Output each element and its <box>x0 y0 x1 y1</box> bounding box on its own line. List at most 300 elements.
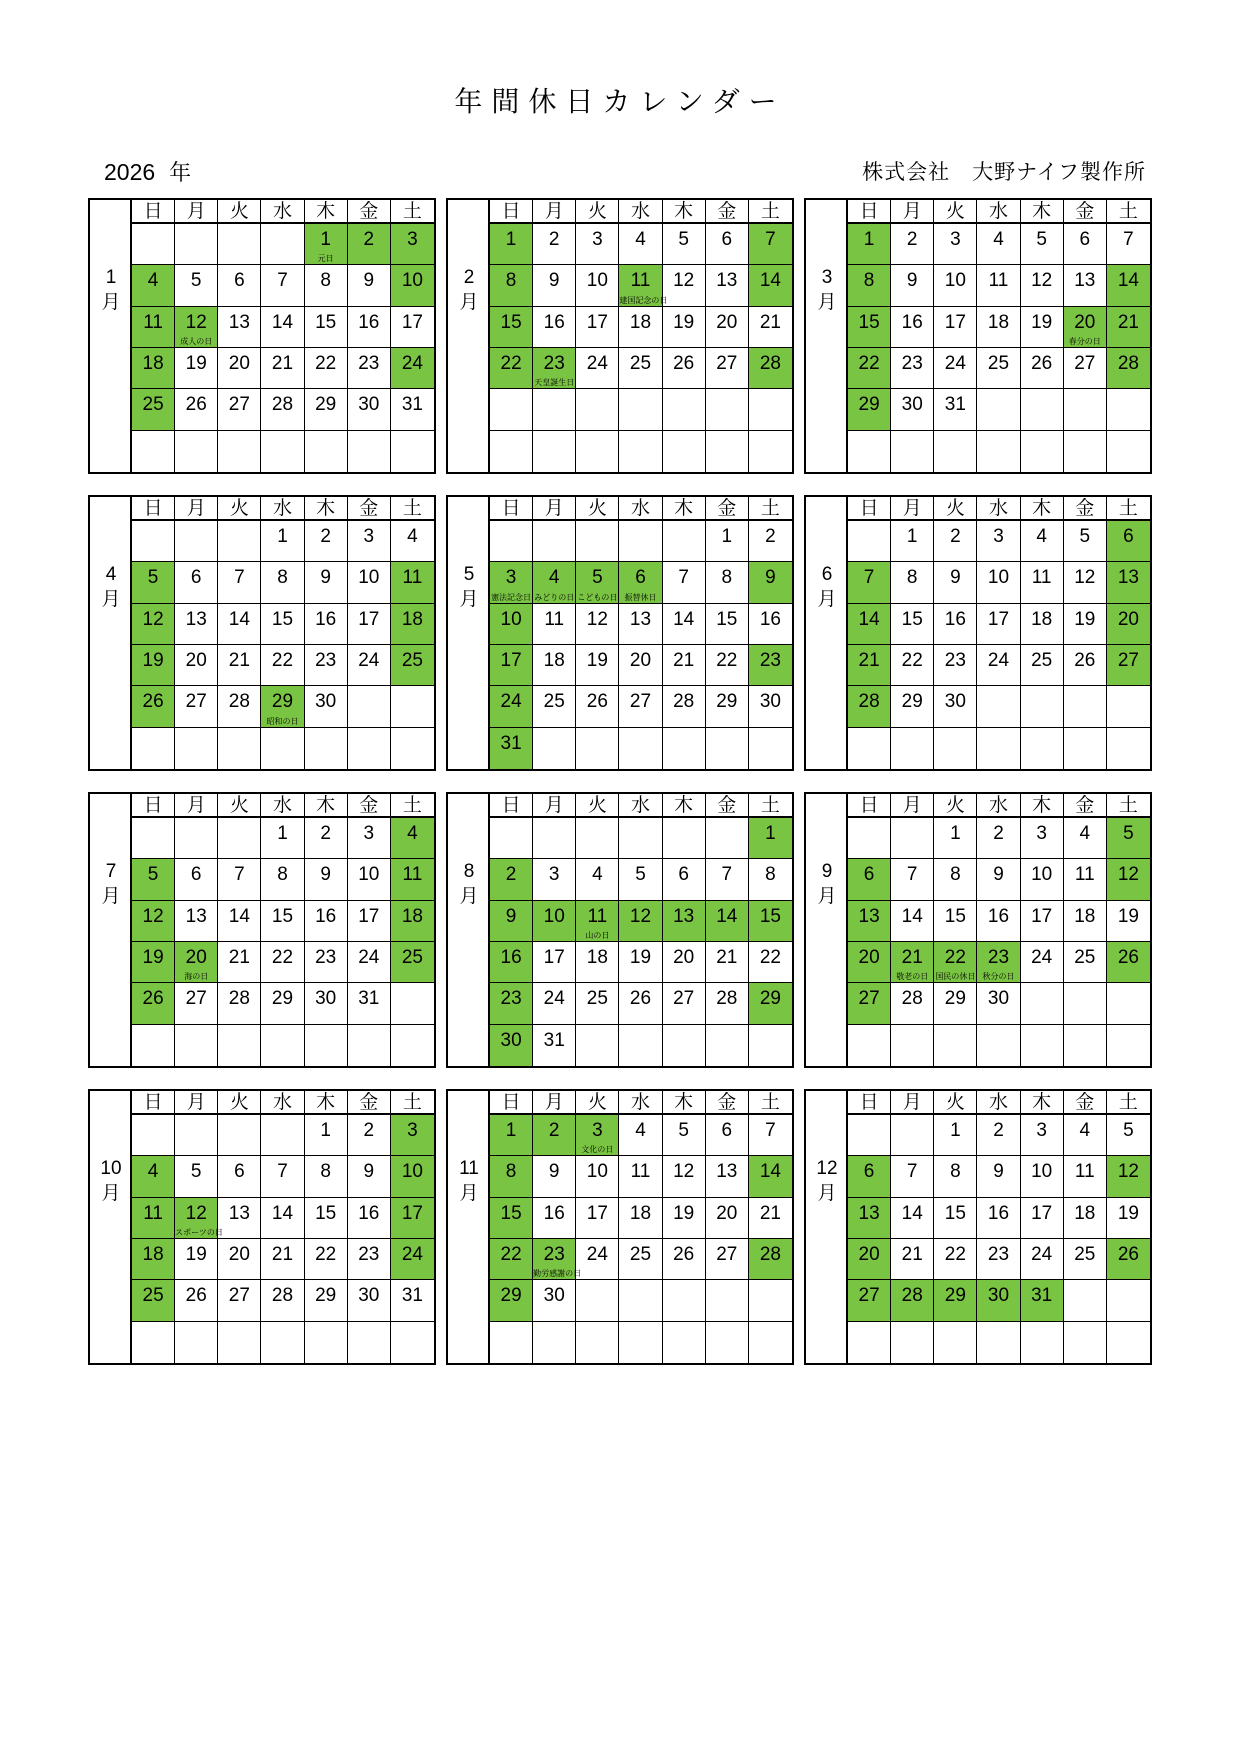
month-block-9 <box>804 792 1152 1068</box>
day-number: 8 <box>320 270 331 292</box>
day-cell <box>619 348 662 389</box>
day-cell <box>391 1239 434 1280</box>
empty-cell <box>706 389 749 430</box>
day-cell <box>848 859 891 900</box>
day-cell <box>749 818 792 859</box>
day-cell <box>848 604 891 645</box>
month-suffix: 月 <box>101 1182 121 1204</box>
empty-cell <box>1021 728 1064 769</box>
day-cell <box>175 307 218 348</box>
empty-cell <box>576 818 619 859</box>
day-number: 19 <box>1074 608 1096 630</box>
day-number: 23 <box>315 946 337 968</box>
day-cell <box>132 307 175 348</box>
day-cell <box>348 645 391 686</box>
day-number: 6 <box>721 229 733 250</box>
month-label <box>448 200 490 472</box>
day-cell <box>175 983 218 1024</box>
day-cell <box>934 348 977 389</box>
day-cell <box>848 562 891 603</box>
day-cell <box>261 604 304 645</box>
day-cell <box>576 224 619 265</box>
day-number: 10 <box>358 567 380 589</box>
empty-cell <box>391 1322 434 1363</box>
day-cell <box>663 348 706 389</box>
day-number: 19 <box>1031 311 1053 333</box>
day-cell <box>490 562 533 603</box>
day-number: 6 <box>863 1161 875 1183</box>
day-cell <box>576 265 619 306</box>
day-number: 9 <box>363 270 375 292</box>
day-cell <box>132 265 175 306</box>
day-number: 1 <box>320 1120 331 1141</box>
day-number: 24 <box>401 352 423 374</box>
day-number: 29 <box>315 394 337 416</box>
day-cell <box>749 1156 792 1197</box>
day-number: 16 <box>358 1202 380 1224</box>
day-cell <box>533 859 576 900</box>
day-cell <box>391 645 434 686</box>
day-cell <box>663 901 706 942</box>
day-cell <box>891 901 934 942</box>
empty-cell <box>132 431 175 472</box>
day-number: 7 <box>277 1161 288 1183</box>
day-number: 2 <box>993 823 1004 844</box>
empty-cell <box>175 1322 218 1363</box>
day-cell <box>533 307 576 348</box>
day-number: 16 <box>901 311 923 333</box>
day-cell <box>576 1239 619 1280</box>
weekday-header: 金 <box>348 1091 391 1115</box>
empty-cell <box>663 1322 706 1363</box>
day-cell <box>305 686 348 727</box>
day-number: 28 <box>858 691 880 713</box>
day-cell <box>490 1198 533 1239</box>
day-number: 30 <box>944 691 966 713</box>
day-number: 1 <box>721 526 733 547</box>
day-number: 8 <box>765 864 776 886</box>
weekday-header: 月 <box>891 794 934 818</box>
day-cell <box>391 348 434 389</box>
day-cell <box>934 1280 977 1321</box>
month-day-grid <box>132 794 434 1066</box>
day-number: 23 <box>759 649 781 671</box>
day-cell <box>749 901 792 942</box>
empty-cell <box>261 1025 304 1066</box>
day-cell <box>663 562 706 603</box>
month-label-text <box>448 1157 490 1205</box>
month-number: 10 <box>100 1158 122 1179</box>
day-cell <box>706 645 749 686</box>
day-number: 25 <box>142 394 164 416</box>
day-cell <box>749 983 792 1024</box>
holiday-name: 文化の日 <box>581 1145 614 1155</box>
weekday-header: 金 <box>706 200 749 224</box>
weekday-header: 金 <box>348 200 391 224</box>
empty-cell <box>132 1115 175 1156</box>
weekday-header: 日 <box>132 1091 175 1115</box>
day-cell <box>977 562 1020 603</box>
day-cell <box>706 1239 749 1280</box>
day-cell <box>706 562 749 603</box>
day-number: 26 <box>142 988 164 1010</box>
day-cell <box>663 1115 706 1156</box>
day-cell <box>490 942 533 983</box>
day-number: 1 <box>950 823 961 844</box>
empty-cell <box>576 1280 619 1321</box>
day-cell <box>934 562 977 603</box>
day-cell <box>533 1025 576 1066</box>
weekday-header: 火 <box>576 200 619 224</box>
day-number: 21 <box>228 946 250 968</box>
day-cell <box>1021 1198 1064 1239</box>
day-cell <box>848 1280 891 1321</box>
day-number: 20 <box>185 946 207 968</box>
day-number: 17 <box>586 1202 608 1224</box>
day-number: 12 <box>142 905 164 927</box>
day-number: 3 <box>407 229 418 250</box>
month-label <box>448 794 490 1066</box>
empty-cell <box>619 389 662 430</box>
day-cell <box>1021 604 1064 645</box>
day-cell <box>749 645 792 686</box>
empty-cell <box>132 1025 175 1066</box>
day-cell <box>305 307 348 348</box>
day-number: 9 <box>950 567 961 589</box>
day-cell <box>977 265 1020 306</box>
month-label <box>806 497 848 769</box>
month-day-grid <box>490 497 792 769</box>
day-cell <box>749 1239 792 1280</box>
empty-cell <box>261 1115 304 1156</box>
day-cell <box>891 1280 934 1321</box>
day-cell <box>305 1156 348 1197</box>
day-cell <box>175 645 218 686</box>
empty-cell <box>175 1025 218 1066</box>
day-number: 3 <box>363 823 375 844</box>
weekday-header: 水 <box>261 794 304 818</box>
day-cell <box>749 348 792 389</box>
empty-cell <box>391 983 434 1024</box>
day-number: 11 <box>402 864 423 886</box>
day-cell <box>1021 1156 1064 1197</box>
weekday-header: 金 <box>1064 497 1107 521</box>
day-number: 15 <box>271 608 294 630</box>
weekday-header: 火 <box>576 497 619 521</box>
empty-cell <box>663 431 706 472</box>
day-number: 4 <box>548 567 560 589</box>
weekday-header: 火 <box>576 1091 619 1115</box>
day-number: 27 <box>673 988 695 1010</box>
day-number: 23 <box>901 352 923 374</box>
empty-cell <box>261 224 304 265</box>
empty-cell <box>663 1280 706 1321</box>
day-number: 14 <box>901 1202 923 1224</box>
day-cell <box>749 859 792 900</box>
day-number: 2 <box>320 823 331 844</box>
day-number: 10 <box>586 1161 608 1183</box>
day-number: 28 <box>228 988 250 1010</box>
day-number: 27 <box>858 1285 880 1307</box>
empty-cell <box>533 431 576 472</box>
day-cell <box>218 859 261 900</box>
empty-cell <box>348 1025 391 1066</box>
weekday-header: 木 <box>305 200 348 224</box>
day-cell <box>749 1198 792 1239</box>
empty-cell <box>663 521 706 562</box>
weekday-header: 木 <box>1021 1091 1064 1115</box>
day-cell <box>1107 604 1150 645</box>
day-number: 3 <box>592 1120 603 1141</box>
day-number: 30 <box>500 1029 522 1051</box>
day-number: 6 <box>190 567 202 589</box>
day-cell <box>261 901 304 942</box>
day-cell <box>490 686 533 727</box>
day-number: 17 <box>401 1202 423 1224</box>
month-suffix: 月 <box>459 588 479 610</box>
day-number: 27 <box>185 988 207 1010</box>
day-cell <box>619 859 662 900</box>
day-cell <box>848 1156 891 1197</box>
day-cell <box>218 1280 261 1321</box>
day-number: 29 <box>901 691 923 713</box>
day-cell <box>218 901 261 942</box>
day-cell <box>619 1115 662 1156</box>
day-number: 1 <box>505 229 517 250</box>
day-number: 10 <box>500 608 522 630</box>
day-number: 28 <box>271 1285 294 1307</box>
month-label-text <box>90 266 132 314</box>
day-number: 11 <box>630 1161 651 1183</box>
day-cell <box>261 1198 304 1239</box>
month-block-4 <box>88 495 436 771</box>
month-label-text <box>806 266 848 314</box>
month-suffix: 月 <box>817 588 837 610</box>
day-number: 13 <box>185 608 207 630</box>
day-cell <box>663 859 706 900</box>
day-number: 5 <box>592 567 603 589</box>
holiday-name: みどりの日 <box>534 592 575 602</box>
weekday-header: 水 <box>977 1091 1020 1115</box>
day-number: 16 <box>759 608 781 630</box>
day-cell <box>576 686 619 727</box>
day-cell <box>391 1198 434 1239</box>
day-number: 22 <box>716 649 738 671</box>
empty-cell <box>1021 686 1064 727</box>
weekday-header: 土 <box>1107 200 1150 224</box>
day-number: 26 <box>1031 352 1053 374</box>
day-number: 16 <box>358 311 380 333</box>
month-day-grid <box>132 200 434 472</box>
day-number: 18 <box>142 1243 164 1265</box>
day-cell <box>175 562 218 603</box>
day-number: 2 <box>363 229 375 250</box>
day-number: 30 <box>901 394 923 416</box>
empty-cell <box>706 1280 749 1321</box>
day-number: 26 <box>185 1285 207 1307</box>
day-number: 21 <box>228 649 250 671</box>
day-cell <box>977 604 1020 645</box>
empty-cell <box>533 521 576 562</box>
day-number: 2 <box>765 526 776 547</box>
empty-cell <box>891 1322 934 1363</box>
month-block-11 <box>446 1089 794 1365</box>
day-number: 17 <box>987 608 1010 630</box>
day-cell <box>934 604 977 645</box>
day-cell <box>619 942 662 983</box>
day-cell <box>706 265 749 306</box>
day-cell <box>305 859 348 900</box>
day-cell <box>1107 265 1150 306</box>
day-number: 23 <box>543 352 565 374</box>
day-cell <box>132 604 175 645</box>
day-number: 8 <box>721 567 733 589</box>
empty-cell <box>305 728 348 769</box>
day-cell <box>490 1280 533 1321</box>
holiday-name: 春分の日 <box>1068 336 1101 346</box>
day-number: 17 <box>944 311 966 333</box>
day-cell <box>1107 521 1150 562</box>
day-number: 1 <box>320 229 331 250</box>
day-cell <box>706 686 749 727</box>
empty-cell <box>490 431 533 472</box>
day-number: 21 <box>1117 311 1139 333</box>
day-cell <box>490 1156 533 1197</box>
day-cell <box>533 224 576 265</box>
empty-cell <box>749 1322 792 1363</box>
month-block-1 <box>88 198 436 474</box>
day-number: 24 <box>1031 1243 1053 1265</box>
holiday-name: 建国記念の日 <box>619 295 668 305</box>
weekday-header: 火 <box>218 1091 261 1115</box>
day-number: 13 <box>1074 270 1096 292</box>
day-number: 27 <box>228 394 250 416</box>
day-number: 20 <box>228 1243 250 1265</box>
day-cell <box>175 389 218 430</box>
day-number: 14 <box>228 905 250 927</box>
day-number: 26 <box>629 988 652 1010</box>
empty-cell <box>977 389 1020 430</box>
day-cell <box>132 1198 175 1239</box>
day-number: 8 <box>505 1161 517 1183</box>
day-cell <box>891 604 934 645</box>
day-cell <box>533 645 576 686</box>
day-number: 2 <box>363 1120 375 1141</box>
weekday-header: 水 <box>261 200 304 224</box>
day-number: 24 <box>944 352 966 374</box>
holiday-name: 元日 <box>317 254 334 264</box>
day-number: 10 <box>944 270 966 292</box>
day-number: 4 <box>407 526 418 547</box>
day-number: 18 <box>401 905 423 927</box>
day-number: 23 <box>987 946 1010 968</box>
weekday-header: 月 <box>891 200 934 224</box>
day-number: 6 <box>721 1120 733 1141</box>
day-cell <box>261 1156 304 1197</box>
day-number: 27 <box>629 691 652 713</box>
day-number: 9 <box>320 567 331 589</box>
day-cell <box>663 942 706 983</box>
day-number: 28 <box>901 988 923 1010</box>
month-day-grid <box>848 1091 1150 1363</box>
day-number: 25 <box>586 988 608 1010</box>
day-cell <box>175 942 218 983</box>
day-number: 12 <box>586 608 608 630</box>
day-cell <box>348 265 391 306</box>
day-number: 21 <box>271 1243 294 1265</box>
day-cell <box>848 265 891 306</box>
day-cell <box>977 901 1020 942</box>
empty-cell <box>533 1322 576 1363</box>
day-number: 15 <box>944 905 966 927</box>
weekday-header: 火 <box>934 794 977 818</box>
day-number: 12 <box>1031 270 1053 292</box>
day-number: 3 <box>950 229 961 250</box>
empty-cell <box>391 686 434 727</box>
day-cell <box>891 265 934 306</box>
day-number: 27 <box>716 1243 738 1265</box>
day-number: 13 <box>858 1202 880 1224</box>
day-number: 23 <box>358 1243 380 1265</box>
day-cell <box>977 521 1020 562</box>
day-number: 10 <box>987 567 1010 589</box>
weekday-header: 木 <box>305 794 348 818</box>
day-number: 16 <box>944 608 966 630</box>
day-cell <box>934 686 977 727</box>
day-cell <box>663 983 706 1024</box>
day-number: 16 <box>500 946 522 968</box>
day-cell <box>891 942 934 983</box>
day-number: 19 <box>586 649 608 671</box>
day-number: 14 <box>271 1202 294 1224</box>
day-cell <box>533 942 576 983</box>
day-number: 13 <box>185 905 207 927</box>
day-cell <box>848 983 891 1024</box>
weekday-header: 日 <box>490 497 533 521</box>
weekday-header: 水 <box>977 200 1020 224</box>
day-cell <box>305 1239 348 1280</box>
day-number: 5 <box>1036 229 1047 250</box>
month-day-grid <box>490 200 792 472</box>
weekday-header: 月 <box>175 497 218 521</box>
month-number: 2 <box>463 267 475 288</box>
day-cell <box>1021 1280 1064 1321</box>
month-label <box>90 1091 132 1363</box>
day-cell <box>533 1239 582 1280</box>
weekday-header: 火 <box>934 200 977 224</box>
day-cell <box>619 224 662 265</box>
weekday-header: 月 <box>175 794 218 818</box>
weekday-header: 水 <box>261 1091 304 1115</box>
empty-cell <box>977 686 1020 727</box>
day-cell <box>1021 901 1064 942</box>
day-cell <box>706 348 749 389</box>
day-number: 23 <box>944 649 966 671</box>
day-number: 4 <box>407 823 418 844</box>
day-number: 5 <box>1123 1120 1134 1141</box>
empty-cell <box>490 818 533 859</box>
month-suffix: 月 <box>101 588 121 610</box>
day-cell <box>1107 307 1150 348</box>
day-number: 25 <box>1031 649 1053 671</box>
day-cell <box>1021 562 1064 603</box>
day-cell <box>391 389 434 430</box>
day-number: 23 <box>358 352 380 374</box>
day-cell <box>663 645 706 686</box>
empty-cell <box>305 431 348 472</box>
day-cell <box>218 307 261 348</box>
day-cell <box>1064 1115 1107 1156</box>
